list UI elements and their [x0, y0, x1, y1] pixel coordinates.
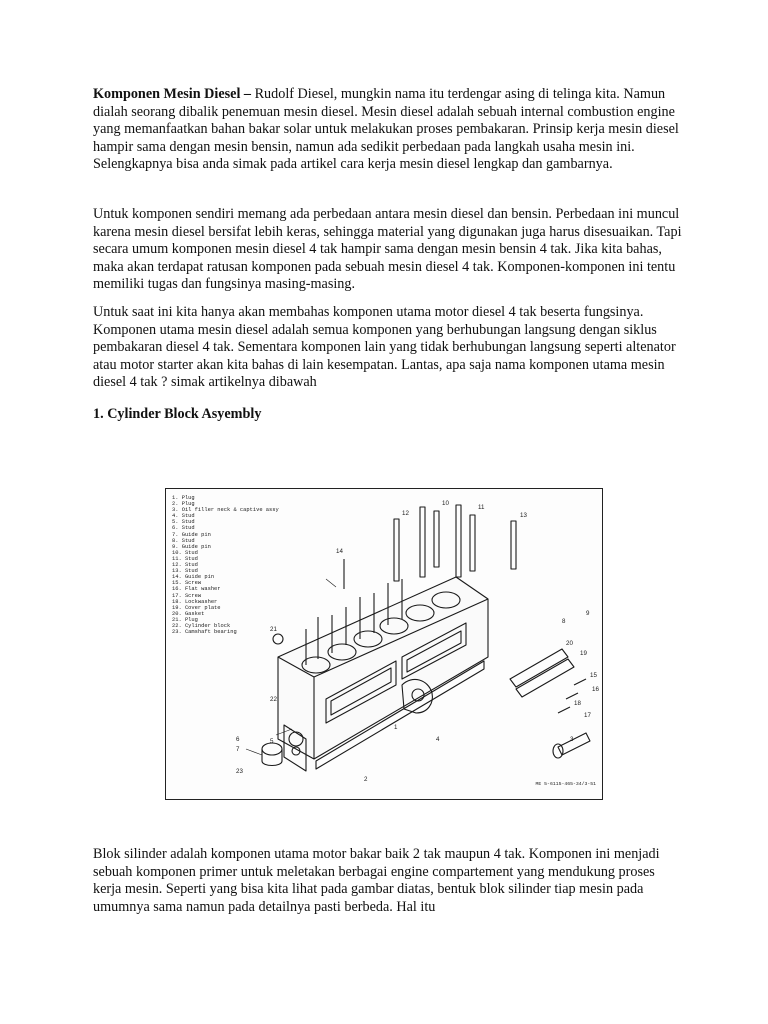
callout-label: 12	[402, 510, 409, 517]
paragraph-4: Blok silinder adalah komponen utama motor bakar baik 2 tak maupun 4 tak. Komponen ini menjadi sebuah komponen primer untuk meletakan berbagai engine compartement yang mendukung proses kerja mesin. Seperti yang bisa kita lihat pada gambar diatas, bentuk blok silinder tiap mesin pada umumnya sama namun pada detailnya pasti berbeda. Hal itu	[93, 846, 660, 915]
legend-item: 14. Guide pin	[172, 574, 215, 581]
callout-label: 2	[364, 776, 368, 783]
legend-item: 12. Stud	[172, 562, 198, 569]
legend-item: 20. Gasket	[172, 610, 205, 617]
intro-paragraph	[93, 86, 683, 174]
paragraph-2: Untuk komponen sendiri memang ada perbedaan antara mesin diesel dan bensin. Perbedaan ini muncul karena mesin diesel bersifat lebih keras, sehingga material yang digunakan juga harus disesuaikan. Tapi secara umum komponen mesin diesel 4 tak hampir sama dengan mesin bensin 4 tak. Jika kita bahas, maka akan terdapat ratusan komponen pada sebuah mesin diesel 4 tak. Komponen-komponen ini tentu memiliki tugas dan fungsinya masing-masing.	[93, 206, 682, 293]
callout-label: 17	[584, 712, 591, 719]
callout-label: 10	[442, 500, 449, 507]
legend-item: 2. Plug	[172, 501, 195, 508]
legend-item: 19. Cover plate	[172, 604, 221, 611]
legend-item: 1. Plug	[172, 495, 195, 501]
legend-item: 7. Guide pin	[172, 531, 211, 538]
legend-item: 11. Stud	[172, 555, 198, 562]
legend-item: 8. Stud	[172, 537, 195, 544]
legend-item: 16. Flat washer	[172, 586, 221, 593]
callout-label: 21	[270, 626, 277, 633]
callout-label: 13	[520, 512, 527, 519]
legend-item: 9. Guide pin	[172, 543, 211, 550]
callout-label: 22	[270, 696, 277, 703]
legend-item: 23. Camshaft bearing	[172, 629, 237, 636]
callout-label: 6	[236, 736, 240, 743]
legend-item: 3. Oil filler neck & captive assy	[172, 507, 279, 514]
legend-item: 4. Stud	[172, 513, 195, 520]
legend-item: 6. Stud	[172, 525, 195, 532]
legend-item: 5. Stud	[172, 519, 195, 526]
legend-item: 17. Screw	[172, 592, 202, 599]
intro-title: Komponen Mesin Diesel –	[93, 86, 252, 102]
cylinder-block-diagram	[165, 488, 603, 800]
section-heading-cylinder-block: 1. Cylinder Block Asyembly	[93, 406, 262, 422]
legend-item: 21. Plug	[172, 616, 198, 623]
engine-block-drawing	[166, 489, 602, 799]
callout-label: 16	[592, 686, 599, 693]
legend-item: 15. Screw	[172, 580, 202, 587]
callout-label: 14	[336, 548, 343, 555]
callout-label: 23	[236, 768, 243, 775]
legend-item: 18. Lockwasher	[172, 598, 218, 605]
callout-label: 1	[394, 724, 398, 731]
paragraph-3: Untuk saat ini kita hanya akan membahas komponen utama motor diesel 4 tak beserta fungsinya. Komponen utama mesin diesel adalah semua komponen yang berhubungan langsung dengan siklus pembakaran diesel 4 tak. Sementara komponen lain yang tidak berhubungan langsung seperti altenator atau motor starter akan kita bahas di lain kesempatan. Lantas, apa saja nama komponen utama mesin diesel 4 tak ? simak artikelnya dibawah	[93, 304, 676, 391]
figure-container	[92, 432, 678, 838]
callout-label: 15	[590, 672, 597, 679]
figure-code: ME 5-6115-465-34/3-51	[535, 782, 596, 788]
callout-label: 19	[580, 650, 587, 657]
callout-label: 5	[270, 738, 274, 745]
callout-label: 9	[586, 610, 590, 617]
legend-item: 13. Stud	[172, 568, 198, 575]
callout-label: 11	[478, 504, 485, 511]
legend-item: 22. Cylinder block	[172, 622, 231, 629]
intro-text: Rudolf Diesel, mungkin nama itu terdengar asing di telinga kita. Namun dialah seorang dibalik penemuan mesin diesel. Mesin diesel adalah sebuah internal combustion engine yang memanfaatkan bahan bakar solar untuk melakukan proses pembakaran. Prinsip kerja mesin diesel hampir sama dengan mesin bensin, namun ada sedikit perbedaan pada langkah usaha mesin ini. Selengkapnya bisa anda simak pada artikel cara kerja mesin diesel lengkap dan gambarnya.	[93, 86, 679, 173]
callout-label: 4	[436, 736, 440, 743]
legend-item: 10. Stud	[172, 549, 198, 556]
callout-label: 20	[566, 640, 573, 647]
callout-label: 7	[236, 746, 240, 753]
callout-label: 3	[570, 736, 574, 743]
callout-label: 8	[562, 618, 566, 625]
callout-label: 18	[574, 700, 581, 707]
